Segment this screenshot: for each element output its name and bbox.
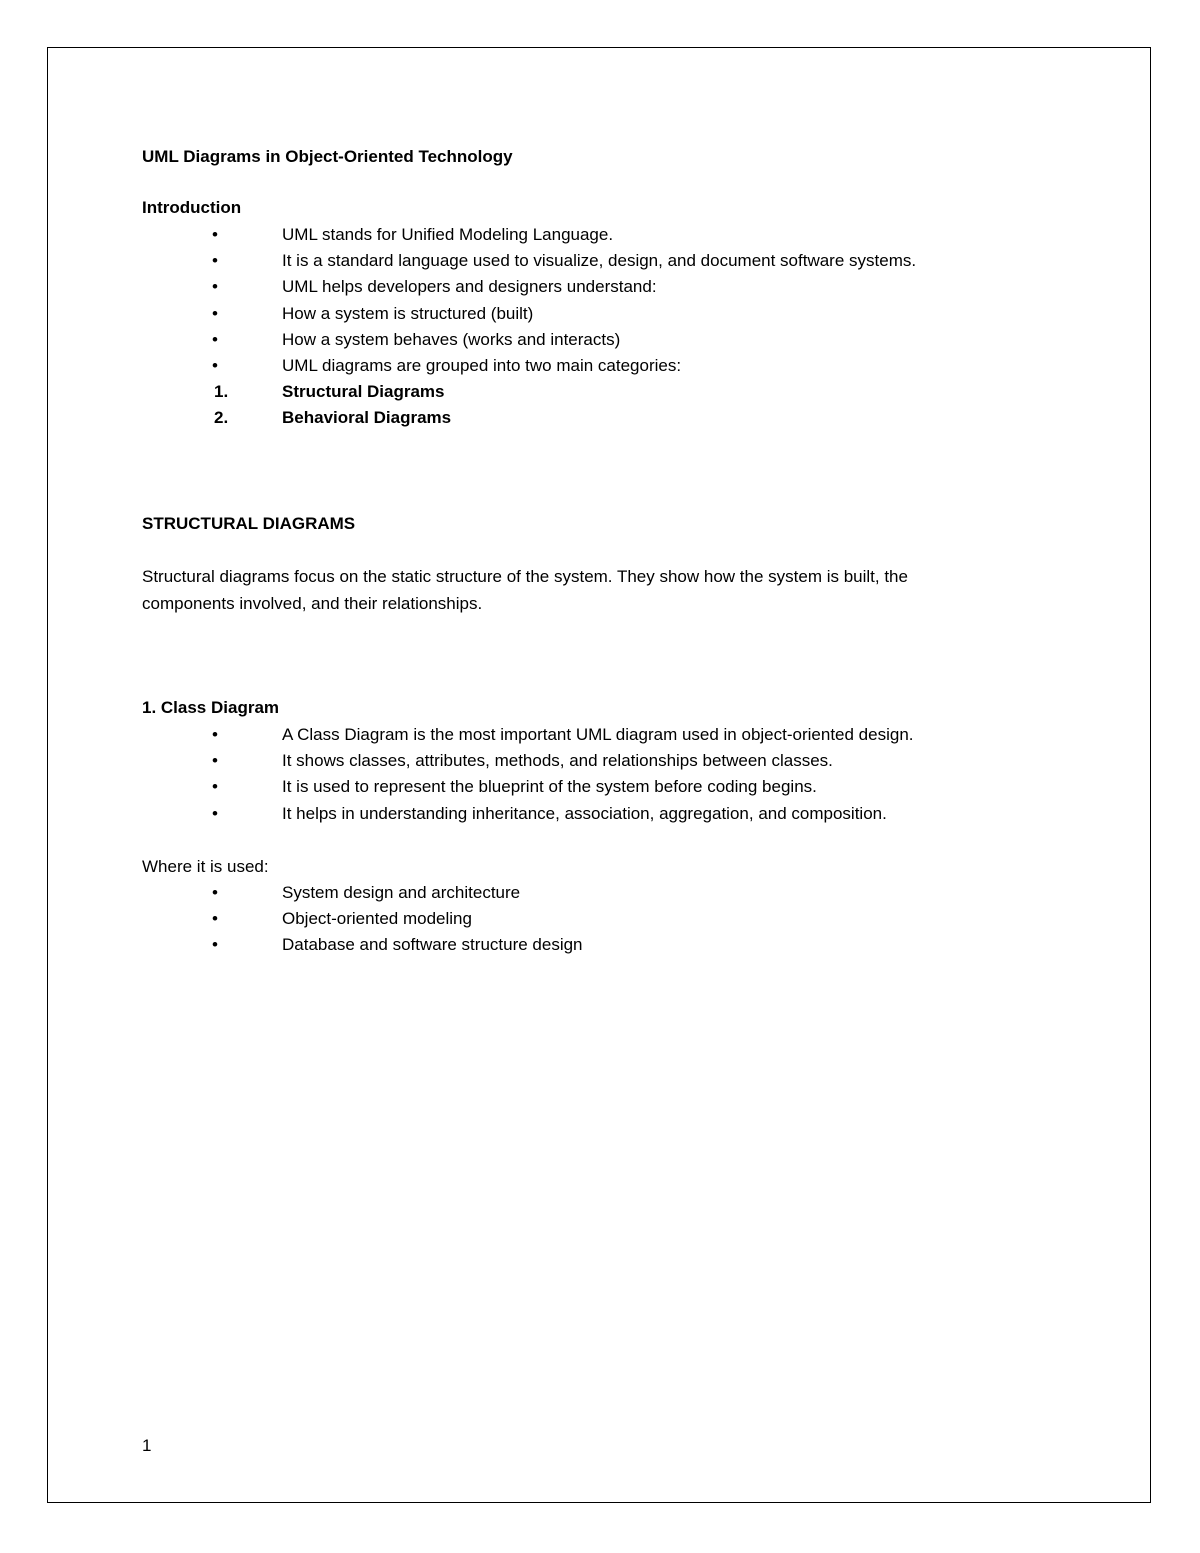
bullet-icon: • bbox=[212, 225, 218, 244]
bullet-icon: • bbox=[212, 251, 218, 271]
bullet-icon: • bbox=[212, 909, 218, 929]
bullet-icon: • bbox=[212, 277, 218, 297]
list-item: UML diagrams are grouped into two main categories: bbox=[282, 356, 682, 375]
list-item: It is used to represent the blueprint of the system before coding begins. bbox=[282, 777, 817, 797]
numbered-item: Behavioral Diagrams bbox=[282, 408, 452, 427]
list-item: How a system behaves (works and interacts) bbox=[282, 329, 621, 349]
paragraph-line: Structural diagrams focus on the static structure of the system. They show how the system is built, the bbox=[142, 567, 908, 586]
numbered-number: 2. bbox=[214, 408, 229, 427]
bullet-icon: • bbox=[212, 883, 218, 902]
list-item: It helps in understanding inheritance, association, aggregation, and composition. bbox=[282, 803, 887, 823]
list-item: UML stands for Unified Modeling Language. bbox=[282, 225, 614, 244]
list-item: System design and architecture bbox=[282, 883, 521, 902]
paragraph-line: components involved, and their relationships. bbox=[142, 594, 483, 613]
bullet-icon: • bbox=[212, 303, 218, 323]
list-item: UML helps developers and designers understand: bbox=[282, 277, 657, 297]
bullet-icon: • bbox=[212, 751, 218, 771]
numbered-number: 1. bbox=[214, 382, 229, 401]
page-number: 1 bbox=[142, 1436, 152, 1455]
bullet-icon: • bbox=[212, 803, 218, 823]
intro-heading: Introduction bbox=[142, 198, 242, 217]
where-used-label: Where it is used: bbox=[142, 857, 269, 876]
list-item: It is a standard language used to visualize, design, and document software systems. bbox=[282, 251, 917, 271]
bullet-icon: • bbox=[212, 935, 218, 955]
bullet-icon: • bbox=[212, 356, 218, 375]
list-item: A Class Diagram is the most important UML diagram used in object-oriented design. bbox=[282, 725, 914, 744]
bullet-icon: • bbox=[212, 725, 218, 744]
bullet-icon: • bbox=[212, 777, 218, 797]
structural-heading: STRUCTURAL DIAGRAMS bbox=[142, 514, 356, 533]
list-item: Database and software structure design bbox=[282, 935, 583, 955]
list-item: Object-oriented modeling bbox=[282, 909, 472, 929]
numbered-item: Structural Diagrams bbox=[282, 382, 445, 401]
document-title: UML Diagrams in Object-Oriented Technology bbox=[142, 147, 513, 166]
class-diagram-heading: 1. Class Diagram bbox=[142, 698, 280, 717]
list-item: How a system is structured (built) bbox=[282, 303, 534, 323]
list-item: It shows classes, attributes, methods, and relationships between classes. bbox=[282, 751, 833, 771]
bullet-icon: • bbox=[212, 329, 218, 349]
